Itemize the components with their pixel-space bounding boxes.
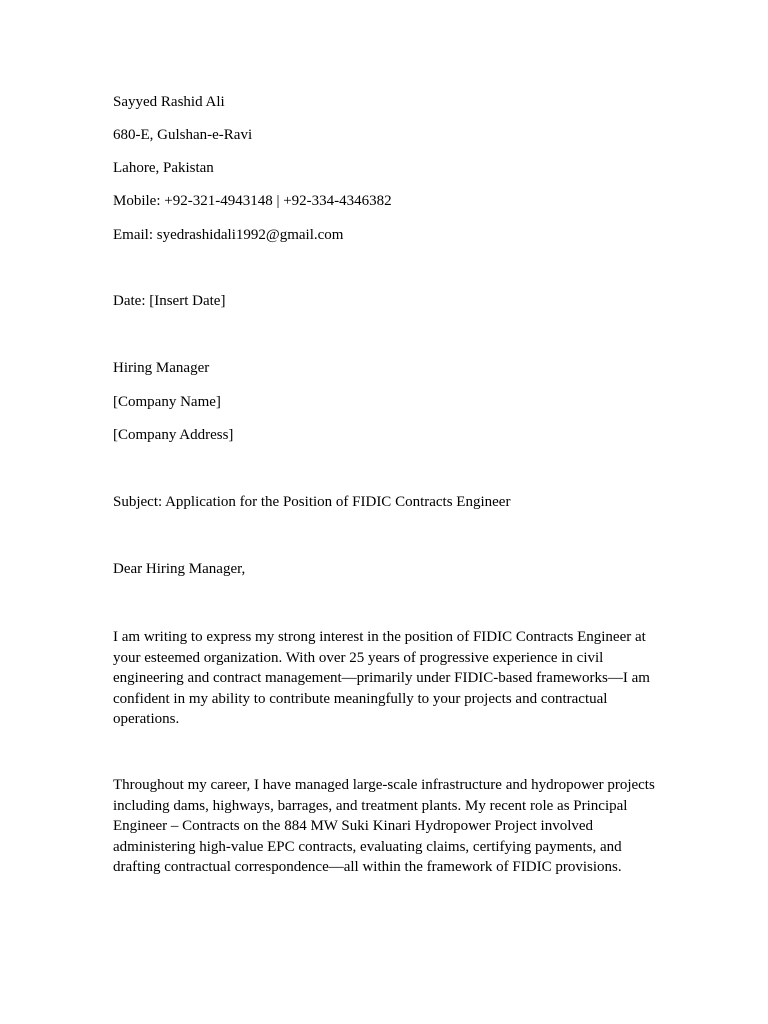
- sender-name: Sayyed Rashid Ali: [113, 94, 225, 110]
- sender-address-line2: Lahore, Pakistan: [113, 160, 214, 176]
- salutation: Dear Hiring Manager,: [113, 561, 246, 577]
- recipient-company: [Company Name]: [113, 394, 221, 410]
- letter-date: Date: [Insert Date]: [113, 293, 226, 309]
- letter-subject: Subject: Application for the Position of FIDIC Contracts Engineer: [113, 494, 511, 510]
- sender-address-line1: 680-E, Gulshan-e-Ravi: [113, 127, 253, 143]
- sender-mobile: Mobile: +92-321-4943148 | +92-334-4346382: [113, 193, 392, 209]
- body-paragraph-1: I am writing to express my strong interest in the position of FIDIC Contracts Engineer at your esteemed organization. With over 25 years of progressive experience in civil engineering and contract management—primarily under FIDIC-based frameworks—I am confident in my ability to contribute meaningfully to your projects and contractual operations.: [113, 629, 650, 728]
- body-paragraph-2: Throughout my career, I have managed large-scale infrastructure and hydropower projects including dams, highways, barrages, and treatment plants. My recent role as Principal Engineer – Contracts on the 884 MW Suki Kinari Hydropower Project involved administering high-value EPC contracts, evaluating claims, certifying payments, and drafting contractual correspondence—all within the framework of FIDIC provisions.: [113, 777, 655, 876]
- recipient-title: Hiring Manager: [113, 360, 210, 376]
- sender-email: Email: syedrashidali1992@gmail.com: [113, 227, 344, 243]
- recipient-address: [Company Address]: [113, 427, 234, 443]
